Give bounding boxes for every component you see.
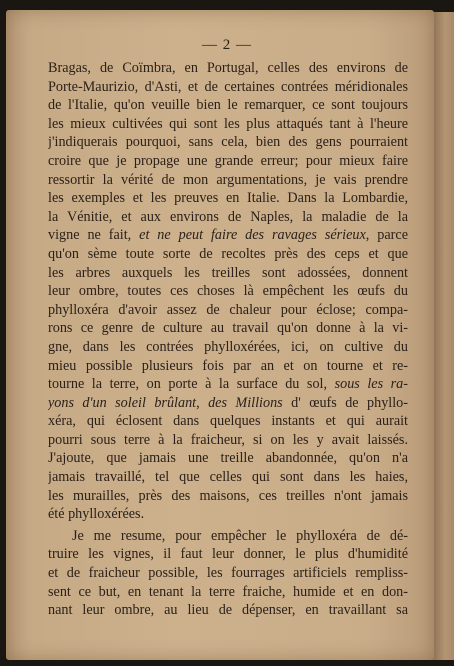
text-line: de l'Italie, qu'on veuille bien le remarquer, ce sont toujours (48, 97, 408, 114)
text-line: ressortir la vérité de mon argumentations, je vais prendre (48, 171, 408, 188)
text-line: les murailles, près des maisons, ces treilles n'ont jamais (48, 487, 408, 504)
text-line: jamais travaillé, tel que celles qui sont dans les haies, (48, 469, 408, 486)
italic-text-run: sous les ra- (334, 376, 408, 393)
text-line: gne, dans les contrées phylloxérées, ici, on cultive du (48, 338, 408, 355)
italic-text-run: et ne peut faire des ravages sérieux, (139, 227, 370, 244)
text-line: Bragas, de Coïmbra, en Portugal, celles des environs de (48, 60, 408, 76)
text-line: mieu possible plusieurs fois par an et on tourne et re- (48, 357, 408, 374)
text-line: rons ce genre de culture au travail qu'on donne à la vi- (48, 320, 408, 337)
text-line: et de fraicheur possible, les fourrages artificiels rempliss- (48, 565, 408, 582)
text-line: les arbres auxquels les treilles sont adossées, donnent (48, 264, 408, 281)
text-line: croire que je propage une grande erreur; pour mieux faire (48, 152, 408, 169)
text-line (48, 375, 408, 394)
text-line: xéra, qui éclosent dans quelques instants et qui aurait (48, 413, 408, 430)
paragraph-first-line: Je me resume, pour empêcher le phylloxéra de dé- (72, 527, 408, 544)
text-line: j'indiquerais pourquoi, sans cela, bien des gens pourraient (48, 134, 408, 151)
text-line: J'ajoute, que jamais une treille abandonnée, qu'on n'a (48, 450, 408, 467)
text-line: pourri sous terre à la fraicheur, si on les y avait laissés. (48, 431, 408, 448)
text-line: phylloxéra d'avoir assez de chaleur pour éclose; compa- (48, 301, 408, 318)
body-text (48, 59, 408, 620)
text-line: les mieux cultivées qui sont les plus attaqués tant à l'heure (48, 115, 408, 132)
text-run: parce (369, 227, 408, 244)
text-line: truire les vignes, il faut leur donner, le plus d'humidité (48, 546, 408, 563)
italic-text-run: yons d'un soleil brûlant, des Millions (48, 394, 283, 411)
text-line: Porte-Maurizio, d'Asti, et de certaines contrées méridionales (48, 78, 408, 95)
text-line: les exemples et les preuves en Italie. Dans la Lombardie, (48, 190, 408, 207)
text-line: sent ce but, en tenant la terre fraiche, humide et en don- (48, 583, 408, 600)
text-run: d' œufs de phyllo- (282, 394, 408, 411)
text-line: qu'on sème toute sorte de recoltes près des ceps et que (48, 245, 408, 262)
text-run: tourne la terre, on porte à la surface du sol, (48, 376, 335, 393)
text-line: été phylloxérées. (48, 506, 145, 523)
text-line: leur ombre, toutes ces choses là empêchent les œufs du (48, 283, 408, 300)
text-line: la Vénitie, et aux environs de Naples, la maladie de la (48, 208, 408, 225)
page-number: — 2 — (202, 37, 252, 53)
text-line (48, 394, 408, 413)
adjacent-page-edge (432, 12, 454, 660)
text-line (48, 226, 408, 245)
text-line: nant leur ombre, au lieu de dépenser, en travaillant sa (48, 602, 408, 619)
text-run: vigne ne fait, (48, 227, 140, 244)
